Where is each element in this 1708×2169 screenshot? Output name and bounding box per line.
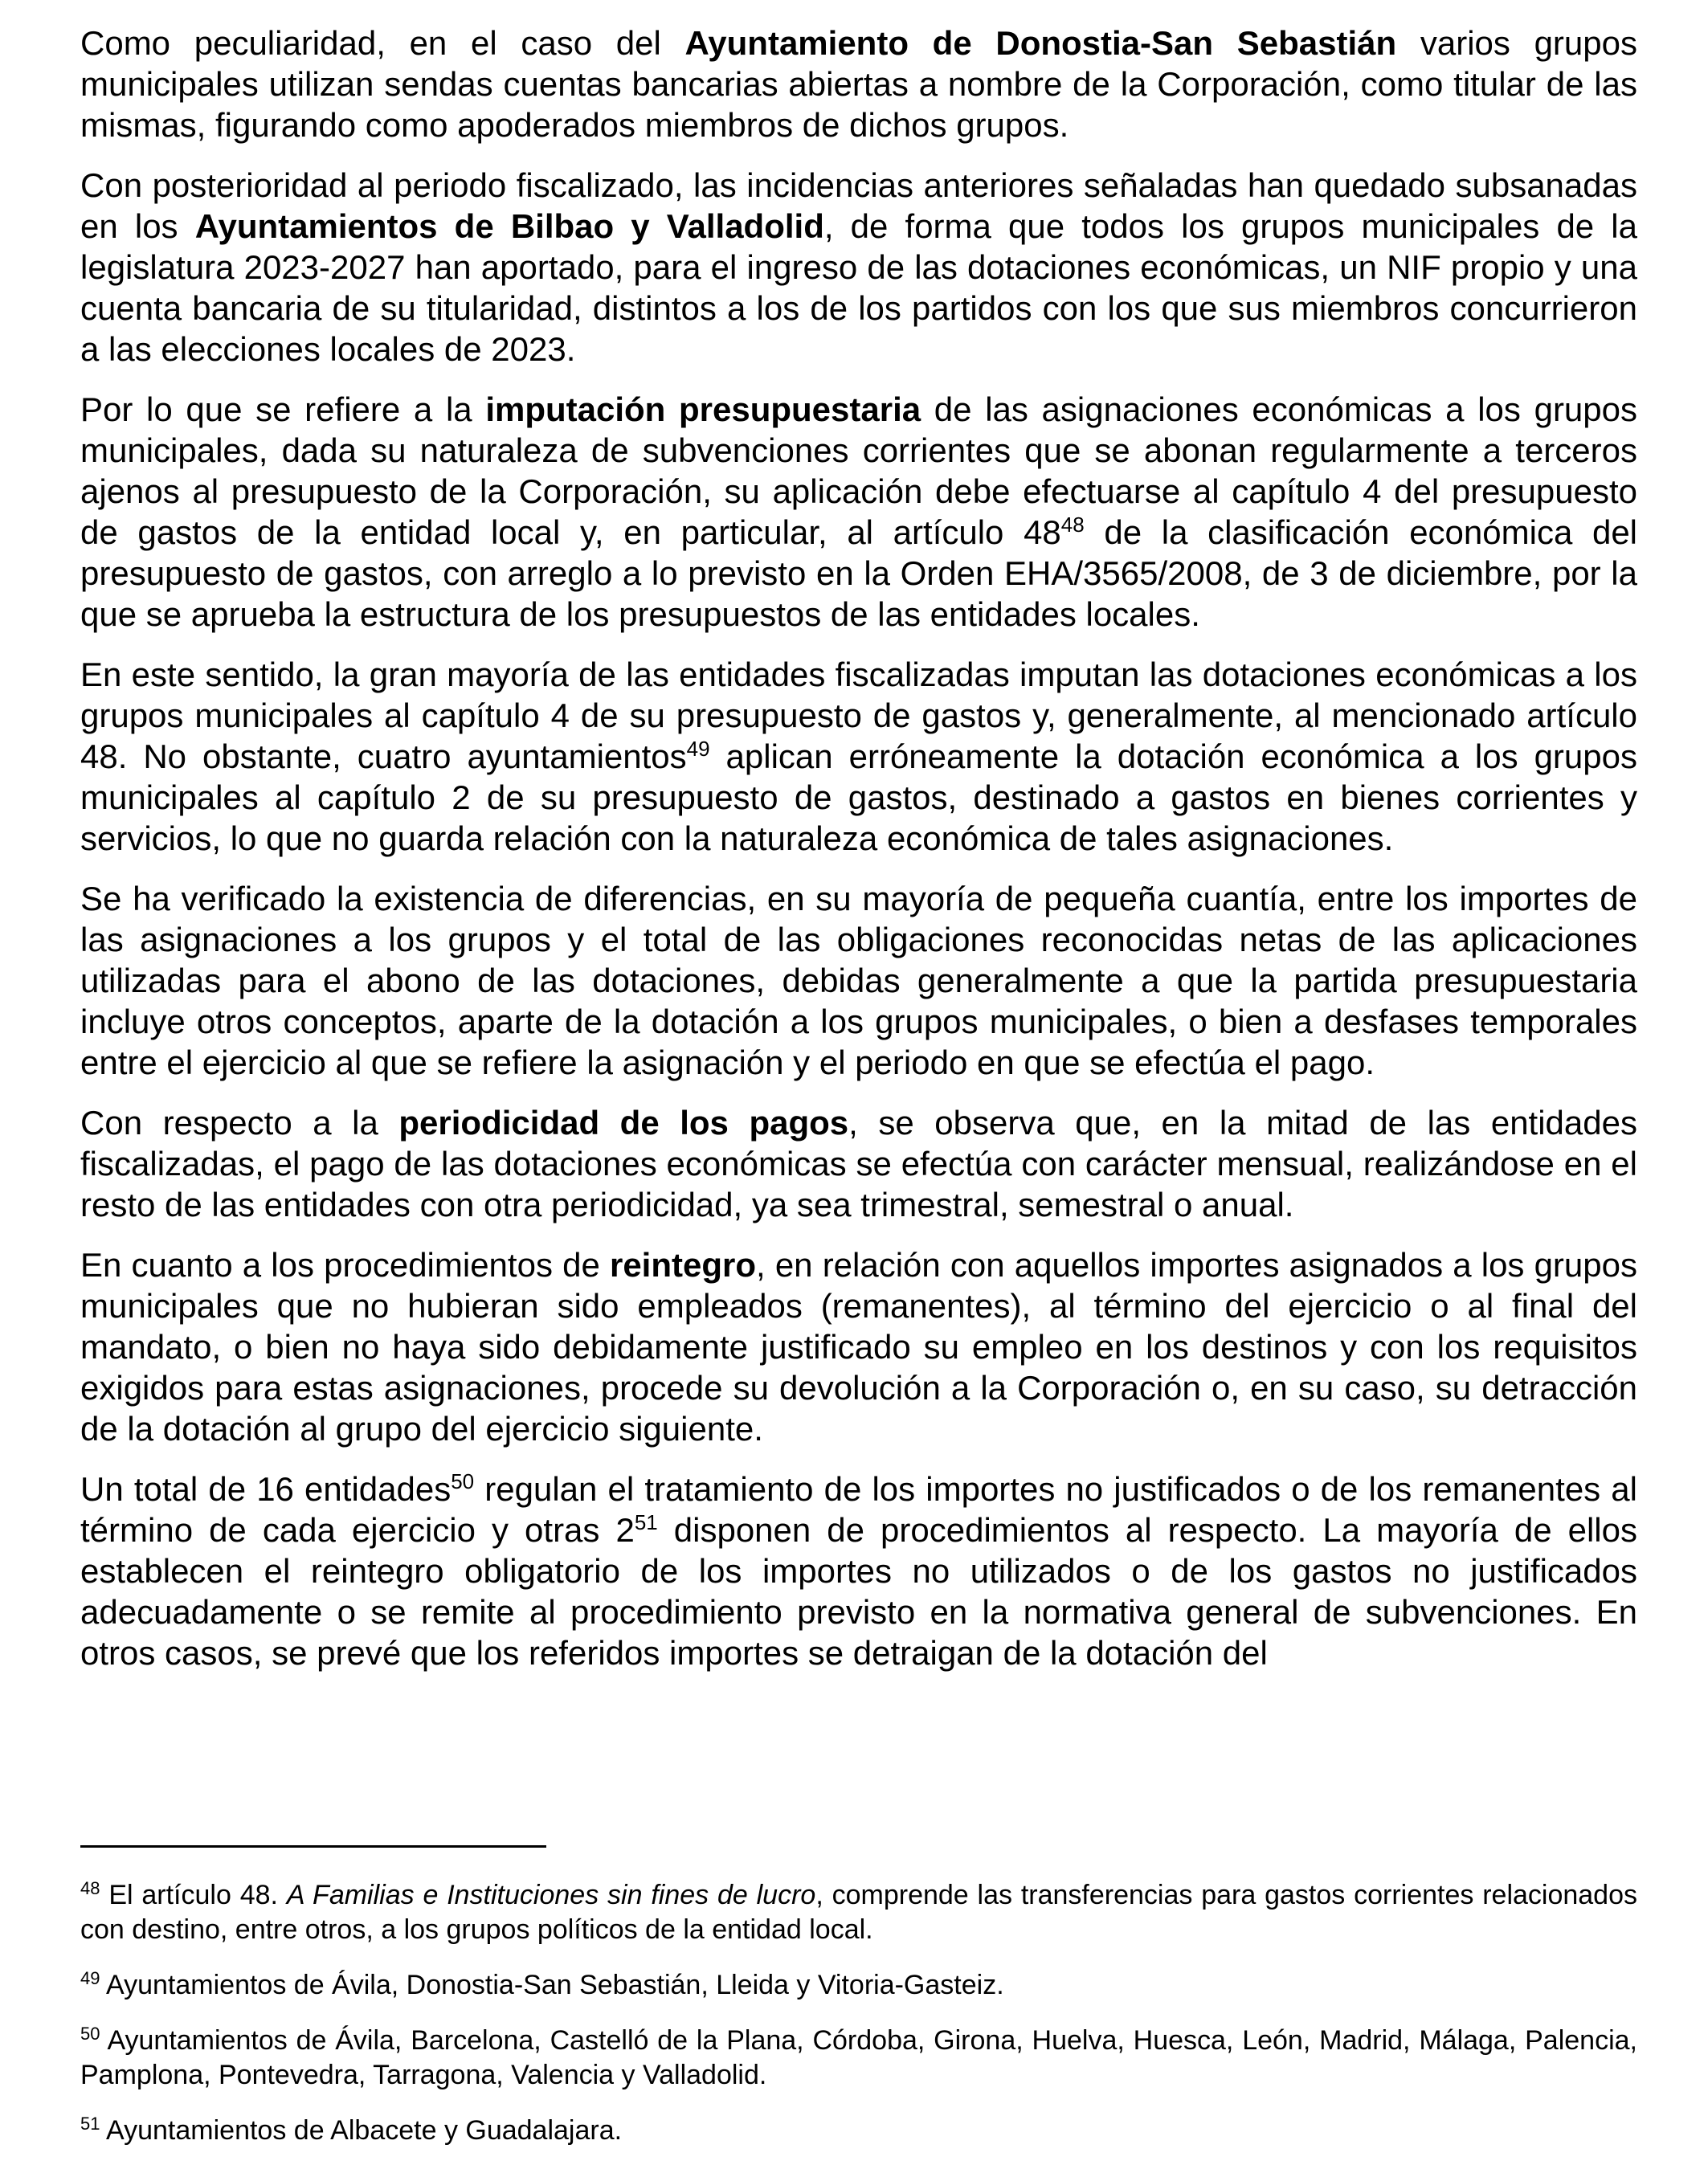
footnote-separator	[80, 1845, 546, 1848]
paragraph-1: Como peculiaridad, en el caso del Ayuntamiento de Donostia-San Sebastián varios grupos municipales utilizan sendas cuentas bancarias abiertas a nombre de la Corporación, como titular de las mismas, figurando como apoderados miembros de dichos grupos.	[80, 24, 1637, 144]
footnotes	[80, 1878, 1637, 2169]
footnote-ref[interactable]: 48	[1060, 513, 1085, 537]
paragraph-5: Se ha verificado la existencia de diferencias, en su mayoría de pequeña cuantía, entre los importes de las asignaciones a los grupos y el total de las obligaciones reconocidas netas de las aplicaciones utilizadas para el abono de las dotaciones, debidas generalmente a que la partida presupuestaria incluye otros conceptos, aparte de la dotación a los grupos municipales, o bien a desfases temporales entre el ejercicio al que se refiere la asignación y el periodo en que se efectúa el pago.	[80, 880, 1637, 1081]
footnote-number: 51	[80, 2114, 100, 2134]
footnote-ref[interactable]: 49	[686, 737, 710, 761]
bold-term: Ayuntamiento de Donostia-San Sebastián	[684, 24, 1397, 62]
bold-term: imputación presupuestaria	[485, 390, 921, 428]
paragraph-4: En este sentido, la gran mayoría de las entidades fiscalizadas imputan las dotaciones económicas a los grupos municipales al capítulo 4 de su presupuesto de gastos y, generalmente, al mencionado artículo 48. No obstante, cuatro ayuntamientos$^{49}$ aplican erróneamente la dotación económica a los grupos municipales al capítulo 2 de su presupuesto de gastos, destinado a gastos en bienes corrientes y servicios, lo que no guarda relación con la naturaleza económica de tales asignaciones.	[80, 656, 1637, 857]
footnote-number: 49	[80, 1968, 100, 1988]
footnote-48: $^{48}$ El artículo 48. A Familias e Instituciones sin fines de lucro, comprende las transferencias para gastos corrientes relacionados con destino, entre otros, a los grupos políticos de la entidad local.	[80, 1878, 1638, 1945]
footnote-number: 50	[80, 2024, 100, 2044]
footnote-number: 48	[80, 1878, 100, 1898]
footnote-49: $^{49}$ Ayuntamientos de Ávila, Donostia-San Sebastián, Lleida y Vitoria-Gasteiz.	[80, 1968, 1004, 2000]
paragraph-8: Un total de 16 entidades$^{50}$ regulan el tratamiento de los importes no justificados o de los remanentes al término de cada ejercicio y otras $2^{51}$ disponen de procedimientos al respecto. La mayoría de ellos establecen el reintegro obligatorio de los importes no utilizados o de los gastos no justificados adecuadamente o se remite al procedimiento previsto en la normativa general de subvenciones. En otros casos, se prevé que los referidos importes se detraigan de la dotación del	[80, 1469, 1638, 1672]
footnote-51: $^{51}$ Ayuntamientos de Albacete y Guadalajara.	[80, 2114, 623, 2146]
footnote-50: $^{50}$ Ayuntamientos de Ávila, Barcelona, Castelló de la Plana, Córdoba, Girona, Huelva, Huesca, León, Madrid, Málaga, Palencia, Pamplona, Pontevedra, Tarragona, Valencia y Valladolid.	[80, 2024, 1637, 2090]
footnote-ref[interactable]: 50	[451, 1469, 475, 1493]
footnote-ref[interactable]: 51	[634, 1510, 658, 1534]
bold-term: Ayuntamientos de Bilbao y Valladolid	[194, 207, 824, 245]
paragraph-3: Por lo que se refiere a la imputación presupuestaria de las asignaciones económicas a los grupos municipales, dada su naturaleza de subvenciones corrientes que se abonan regularmente a terceros ajenos al presupuesto de la Corporación, su aplicación debe efectuarse al capítulo 4 del presupuesto de gastos de la entidad local y, en particular, al artículo $48^{48}$ de la clasificación económica del presupuesto de gastos, con arreglo a lo previsto en la Orden EHA/3565/2008, de 3 de diciembre, por la que se aprueba la estructura de los presupuestos de las entidades locales.	[80, 390, 1638, 633]
paragraph-2: Con posterioridad al periodo fiscalizado, las incidencias anteriores señaladas han quedado subsanadas en los Ayuntamientos de Bilbao y Valladolid, de forma que todos los grupos municipales de la legislatura 2023-2027 han aportado, para el ingreso de las dotaciones económicas, un NIF propio y una cuenta bancaria de su titularidad, distintos a los de los partidos con los que sus miembros concurrieron a las elecciones locales de 2023.	[80, 166, 1637, 368]
bold-term: reintegro	[609, 1246, 756, 1284]
bold-term: periodicidad de los pagos	[398, 1104, 849, 1142]
paragraph-6: Con respecto a la periodicidad de los pagos, se observa que, en la mitad de las entidades fiscalizadas, el pago de las dotaciones económicas se efectúa con carácter mensual, realizándose en el resto de las entidades con otra periodicidad, ya sea trimestral, semestral o anual.	[80, 1104, 1637, 1223]
italic-term: A Familias e Instituciones sin fines de lucro	[286, 1880, 816, 1910]
paragraph-7: En cuanto a los procedimientos de reintegro, en relación con aquellos importes asignados a los grupos municipales que no hubieran sido empleados (remanentes), al término del ejercicio o al final del mandato, o bien no haya sido debidamente justificado su empleo en los destinos y con los requisitos exigidos para estas asignaciones, procede su devolución a la Corporación o, en su caso, su detracción de la dotación al grupo del ejercicio siguiente.	[80, 1246, 1637, 1448]
body-text	[80, 22, 1637, 1673]
